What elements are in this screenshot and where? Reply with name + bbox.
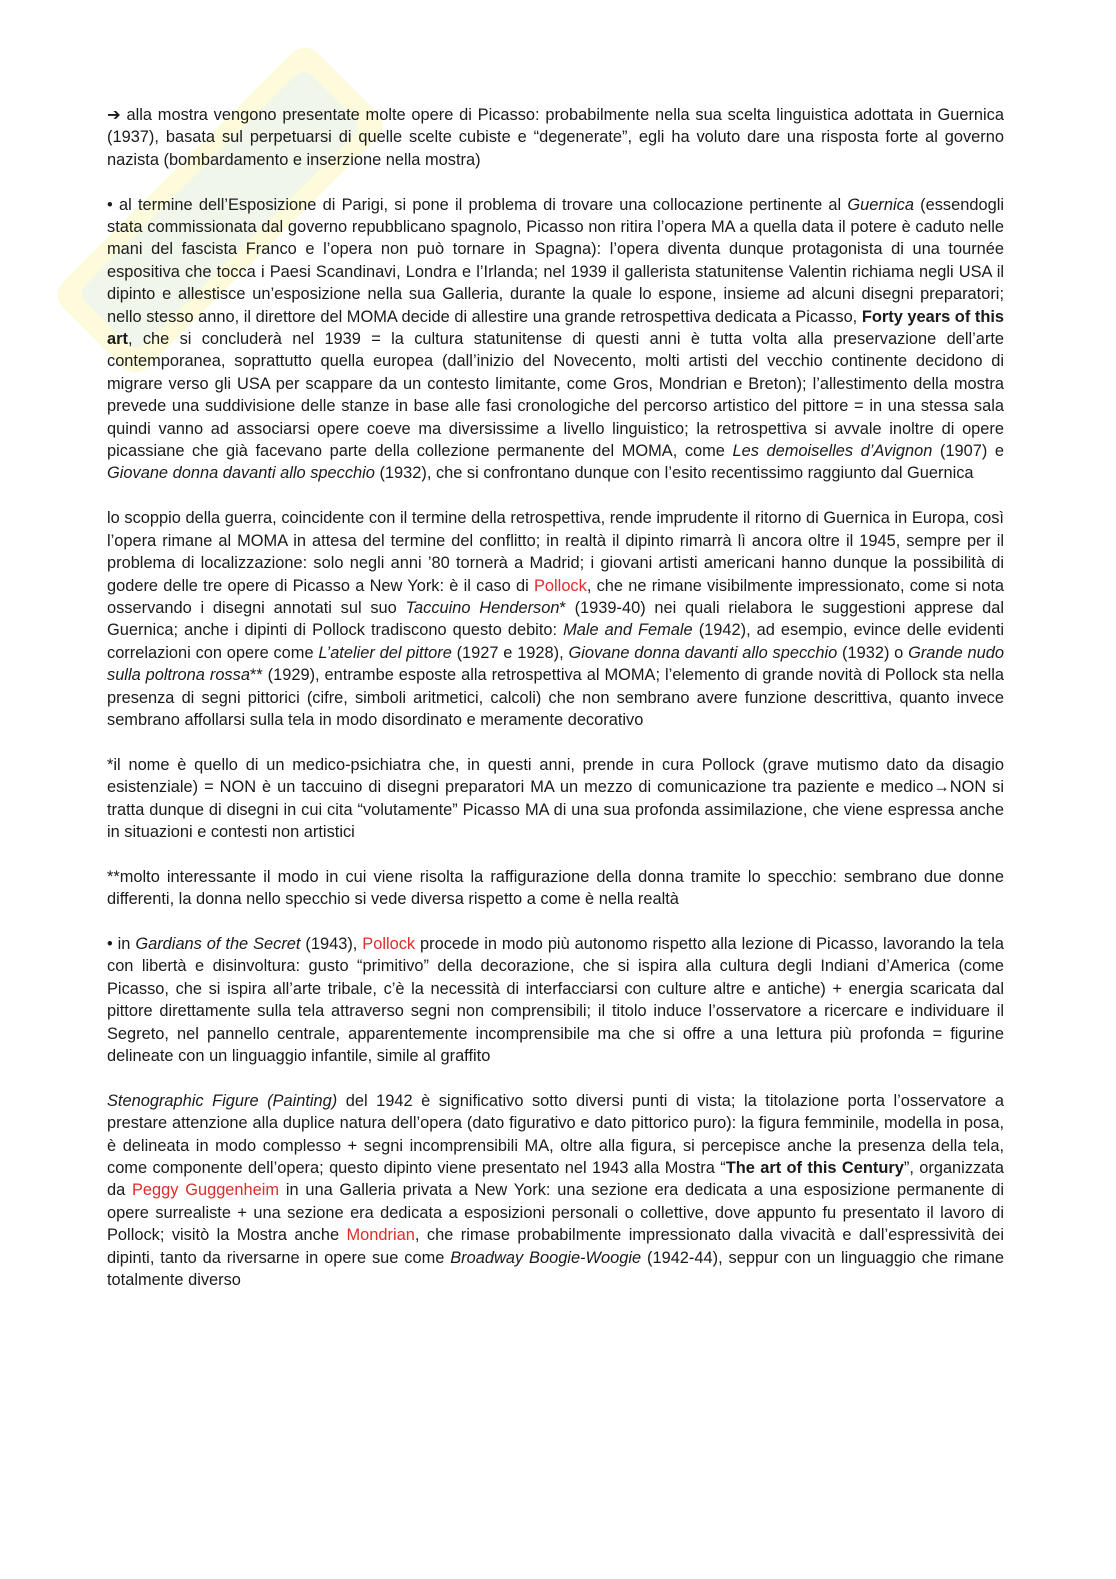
text-run: ”, organizzata da: [107, 1159, 1004, 1200]
artwork-title: Les demoiselles d’Avignon: [732, 442, 933, 461]
artwork-title: Stenographic Figure (Painting): [107, 1091, 338, 1110]
highlighted-name: Mondrian: [346, 1226, 415, 1245]
text-run: • in: [107, 934, 136, 953]
paragraph: [107, 104, 1004, 171]
exhibition-title: Forty years of this art: [107, 307, 1004, 349]
text-run: (1942-44), seppur con un linguaggio che rimane totalmente diverso: [107, 1248, 1004, 1290]
text-run: ** (1929), entrambe esposte alla retrospettiva al MOMA; l’elemento di grande novità di Pollock sta nella presenza di segni pittorici (cifre, simboli aritmetici, calcoli) che non sembrano avere funzione descrittiva, quanto invece sembrano affollarsi sulla tela in modo disordinato e meramente decorativo: [107, 666, 1005, 729]
artwork-title: Gardians of the Secret: [135, 934, 301, 953]
artwork-title: Guernica: [847, 195, 914, 214]
highlighted-name: Pollock: [362, 934, 416, 953]
text-run: in una Galleria privata a New York: una sezione era dedicata a una esposizione permanente di opere surrealiste + una sezione era dedicata a esposizioni personali o collettive, dove appunto fu presentato il lavoro di Pollock; visitò la Mostra anche: [107, 1181, 1004, 1245]
artwork-title: L’atelier del pittore: [318, 643, 452, 662]
text-run: **molto interessante il modo in cui viene risolta la raffigurazione della donna tramite lo specchio: sembrano due donne differenti, la donna nello specchio si vede diversa rispetto a come è nella realtà: [107, 867, 1004, 909]
text-run: (1927 e 1928),: [451, 643, 569, 662]
text-run: del 1942 è significativo sotto diversi punti di vista; la titolazione porta l’osservatore a prestare attenzione alla duplice natura dell’opera (dato figurativo e dato pittorico puro): la figura femminile, modella in posa, è delineata in modo complesso + segni incomprensibili MA, oltre alla figura, si percepisce anche la presenza della tela, come componente dell’opera; questo dipinto viene presentato nel 1943 alla Mostra “: [107, 1091, 1004, 1177]
exhibition-title: The art of this Century: [725, 1159, 904, 1177]
paragraph: [107, 754, 1004, 844]
text-run: (essendogli stata commissionata dal governo repubblicano spagnolo, Picasso non ritira l’opera MA a quella data il potere è caduto nelle mani del fascista Franco e l’opera non può tornare in Spagna): l’opera diventa dunque protagonista di una tournée espositiva che tocca i Paesi Scandinavi, Londra e l’Irlanda; nel 1939 il gallerista statunitense Valentin richiama negli USA il dipinto e allestisce un’esposizione nella sua Galleria, durante la quale lo espone, insieme ad alcuni disegni preparatori; nello stesso anno, il direttore del MOMA decide di allestire una grande retrospettiva dedicata a Picasso,: [107, 195, 1004, 326]
text-run: (1932), che si confrontano dunque con l’esito recentissimo raggiunto dal Guernica: [374, 464, 974, 483]
paragraph: [107, 933, 1004, 1067]
paragraph: [107, 507, 1004, 731]
artwork-title: Giovane donna davanti allo specchio: [107, 464, 375, 483]
highlighted-name: Pollock: [533, 576, 587, 595]
text-run: (1942), ad esempio, evince delle evidenti correlazioni con opere come: [107, 621, 1005, 662]
paragraph: [107, 194, 1004, 485]
artwork-title: Grande nudo sulla poltrona rossa: [107, 643, 1004, 685]
text-run: • al termine dell’Esposizione di Parigi, si pone il problema di trovare una collocazione pertinente al: [107, 195, 848, 214]
paragraph: [107, 866, 1004, 911]
paragraph: [107, 1090, 1004, 1292]
artwork-title: Taccuino Henderson: [405, 598, 560, 617]
text-run: *il nome è quello di un medico-psichiatra che, in questi anni, prende in cura Pollock (grave mutismo dato da disagio esistenziale) = NON è un taccuino di disegni preparatori MA un mezzo di comunicazione tra paziente e medico→NON si tratta dunque di disegni in cui cita “volutamente” Picasso MA di una sua profonda assimilazione, che viene espressa anche in situazioni e contesti non artistici: [107, 755, 1004, 841]
text-run: procede in modo più autonomo rispetto alla lezione di Picasso, lavorando la tela con libertà e disinvoltura: gusto “primitivo” della decorazione, che si ispira alla cultura degli Indiani d’America (come Picasso, che si ispira all’arte tribale, c’è la necessità di interfacciarsi con culture altre e antiche) + energia scaricata dal pittore direttamente sulla tela attraverso segni non comprensibili; il titolo induce l’osservatore a ricercare e individuare il Segreto, nel pannello centrale, apparentemente incomprensibile ma che si offre a una lettura più profonda = figurine delineate con un linguaggio infantile, simile al graffito: [107, 934, 1005, 1065]
text-run: * (1939-40) nei quali rielabora le suggestioni apprese dal Guernica; anche i dipinti di Pollock tradiscono questo debito:: [107, 598, 1004, 640]
text-run: , che si concluderà nel 1939 = la cultura statunitense di questi anni è tutta volta alla preservazione dell’arte contemporanea, soprattutto quella europea (dall’inizio del Novecento, molti artisti del vecchio continente decidono di migrare verso gli USA per scappare da un contesto limitante, come Gros, Mondrian e Breton); l’allestimento della mostra prevede una suddivisione delle stanze in base alle fasi cronologiche del percorso artistico del pittore = in una stessa sala quindi vanno ad associarsi opere coeve ma diversissime a livello linguistico; la retrospettiva si avvale inoltre di opere picassiane che già facevano parte della collezione permanente del MOMA, come: [107, 330, 1004, 461]
artwork-title: Broadway Boogie-Woogie: [450, 1248, 642, 1267]
artwork-title: Male and Female: [563, 621, 693, 640]
text-run: , che ne rimane visibilmente impressionato, come si nota osservando i disegni annotati sul suo: [107, 576, 1005, 617]
text-run: (1943),: [300, 934, 363, 953]
highlighted-name: Peggy Guggenheim: [131, 1181, 280, 1200]
text-run: ➔ alla mostra vengono presentate molte opere di Picasso: probabilmente nella sua scelta linguistica adottata in Guernica (1937), basata sul perpetuarsi di quelle scelte cubiste e “degenerate”, egli ha voluto dare una risposta forte al governo nazista (bombardamento e inserzione nella mostra): [107, 106, 1004, 169]
text-run: lo scoppio della guerra, coincidente con il termine della retrospettiva, rende imprudente il ritorno di Guernica in Europa, così l’opera rimane al MOMA in attesa del termine del conflitto; in realtà il dipinto rimarrà lì ancora oltre il 1945, sempre per il problema di localizzazione: solo negli anni ’80 tornerà a Madrid; i giovani artisti americani hanno dunque la possibilità di godere delle tre opere di Picasso a New York: è il caso di: [107, 509, 1004, 595]
text-run: (1932) o: [837, 643, 909, 662]
text-run: , che rimase probabilmente impressionato dalla vivacità e dall’espressività dei dipinti, tanto da riversarne in opere sue come: [107, 1226, 1004, 1267]
document-page: [107, 104, 1004, 1314]
artwork-title: Giovane donna davanti allo specchio: [568, 643, 838, 662]
text-run: (1907) e: [932, 442, 1004, 461]
